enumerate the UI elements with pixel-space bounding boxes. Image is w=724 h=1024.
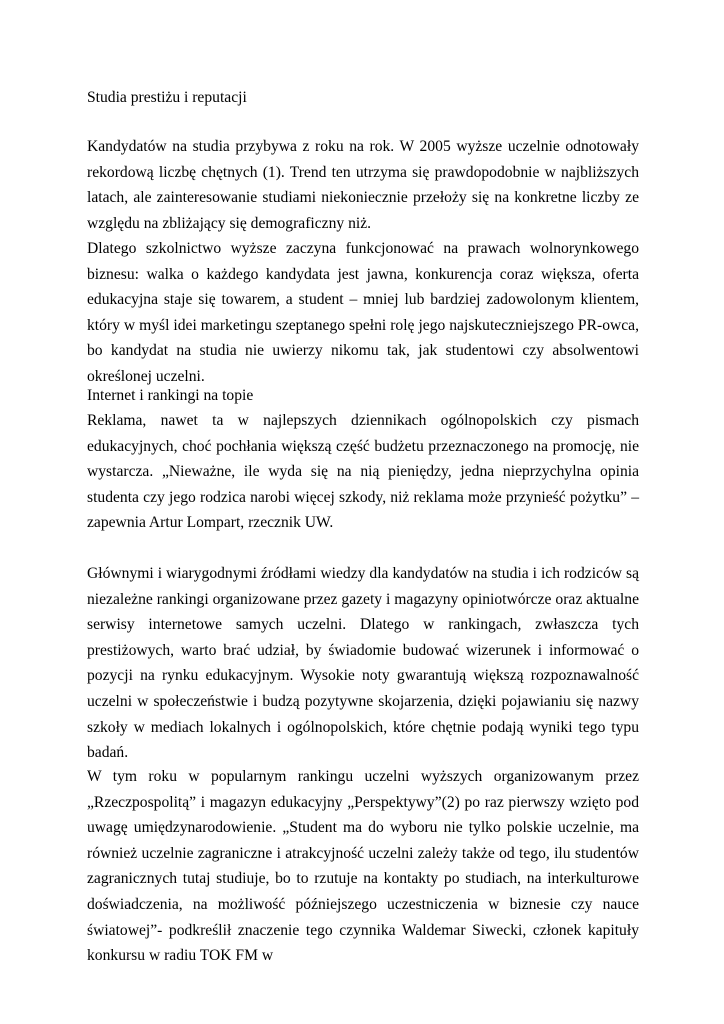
paragraph-rankings: Głównymi i wiarygodnymi źródłami wiedzy dla kandydatów na studia i ich rodziców są niezależne rankingi organizowane przez gazety i magazyny opiniotwórcze oraz aktualne serwisy internetowe samych uczelni. Dlatego w rankingach, zwłaszcza tych prestiżowych, warto brać udział, by świadomie budować wizerunek i informować o pozycji na rynku edukacyjnym. Wysokie noty gwarantują większą rozpoznawalność uczelni w społeczeństwie i budzą pozytywne skojarzenia, dzięki pojawianiu się nazwy szkoły w mediach lokalnych i ogólnopolskich, które chętnie podają wyniki tego typu badań. — [87, 565, 639, 762]
document-title: Studia prestiżu i reputacji — [87, 89, 247, 106]
paragraph-market: Dlatego szkolnictwo wyższe zaczyna funkcjonować na prawach wolnorynkowego biznesu: walka o każdego kandydata jest jawna, konkurencja coraz większa, oferta edukacyjna staje się towarem, a student – mniej lub bardziej zadowolonym klientem, który w myśl idei marketingu szeptanego spełni rolę jego najskuteczniejszego PR-owca, bo kandydat na studia nie uwierzy nikomu tak, jak studentowi czy absolwentowi określonej uczelni. — [87, 240, 639, 385]
paragraph-advertising: Reklama, nawet ta w najlepszych dziennikach ogólnopolskich czy pismach edukacyjnych, choć pochłania większą część budżetu przeznaczonego na promocję, nie wystarcza. „Nieważne, ile wyda się na nią pieniędzy, jedna nieprzychylna opinia studenta czy jego rodzica narobi więcej szkody, niż reklama może przynieść pożytku” – zapewnia Artur Lompart, rzecznik UW. — [87, 412, 639, 532]
paragraph-internationalization: W tym roku w popularnym rankingu uczelni wyższych organizowanym przez „Rzeczpospolitą” i magazyn edukacyjny „Perspektywy”(2) po raz pierwszy wzięto pod uwagę umiędzynarodowienie. „Student ma do wyboru nie tylko polskie uczelnie, ma również uczelnie zagraniczne i atrakcyjność uczelni zależy także od tego, ilu studentów zagranicznych tutaj studiuje, bo to rzutuje na kontakty po studiach, na interkulturowe doświadczenia, na możliwość późniejszego uczestniczenia w biznesie czy nauce światowej”- podkreślił znaczenie tego czynnika Waldemar Siwecki, członek kapituły konkursu w radiu TOK FM w — [87, 768, 639, 965]
section-subheading: Internet i rankingi na topie — [87, 387, 254, 404]
paragraph-intro: Kandydatów na studia przybywa z roku na rok. W 2005 wyższe uczelnie odnotowały rekordową liczbę chętnych (1). Trend ten utrzyma się prawdopodobnie w najbliższych latach, ale zainteresowanie studiami niekoniecznie przełoży się na konkretne liczby ze względu na zbliżający się demograficzny niż. — [87, 138, 639, 232]
